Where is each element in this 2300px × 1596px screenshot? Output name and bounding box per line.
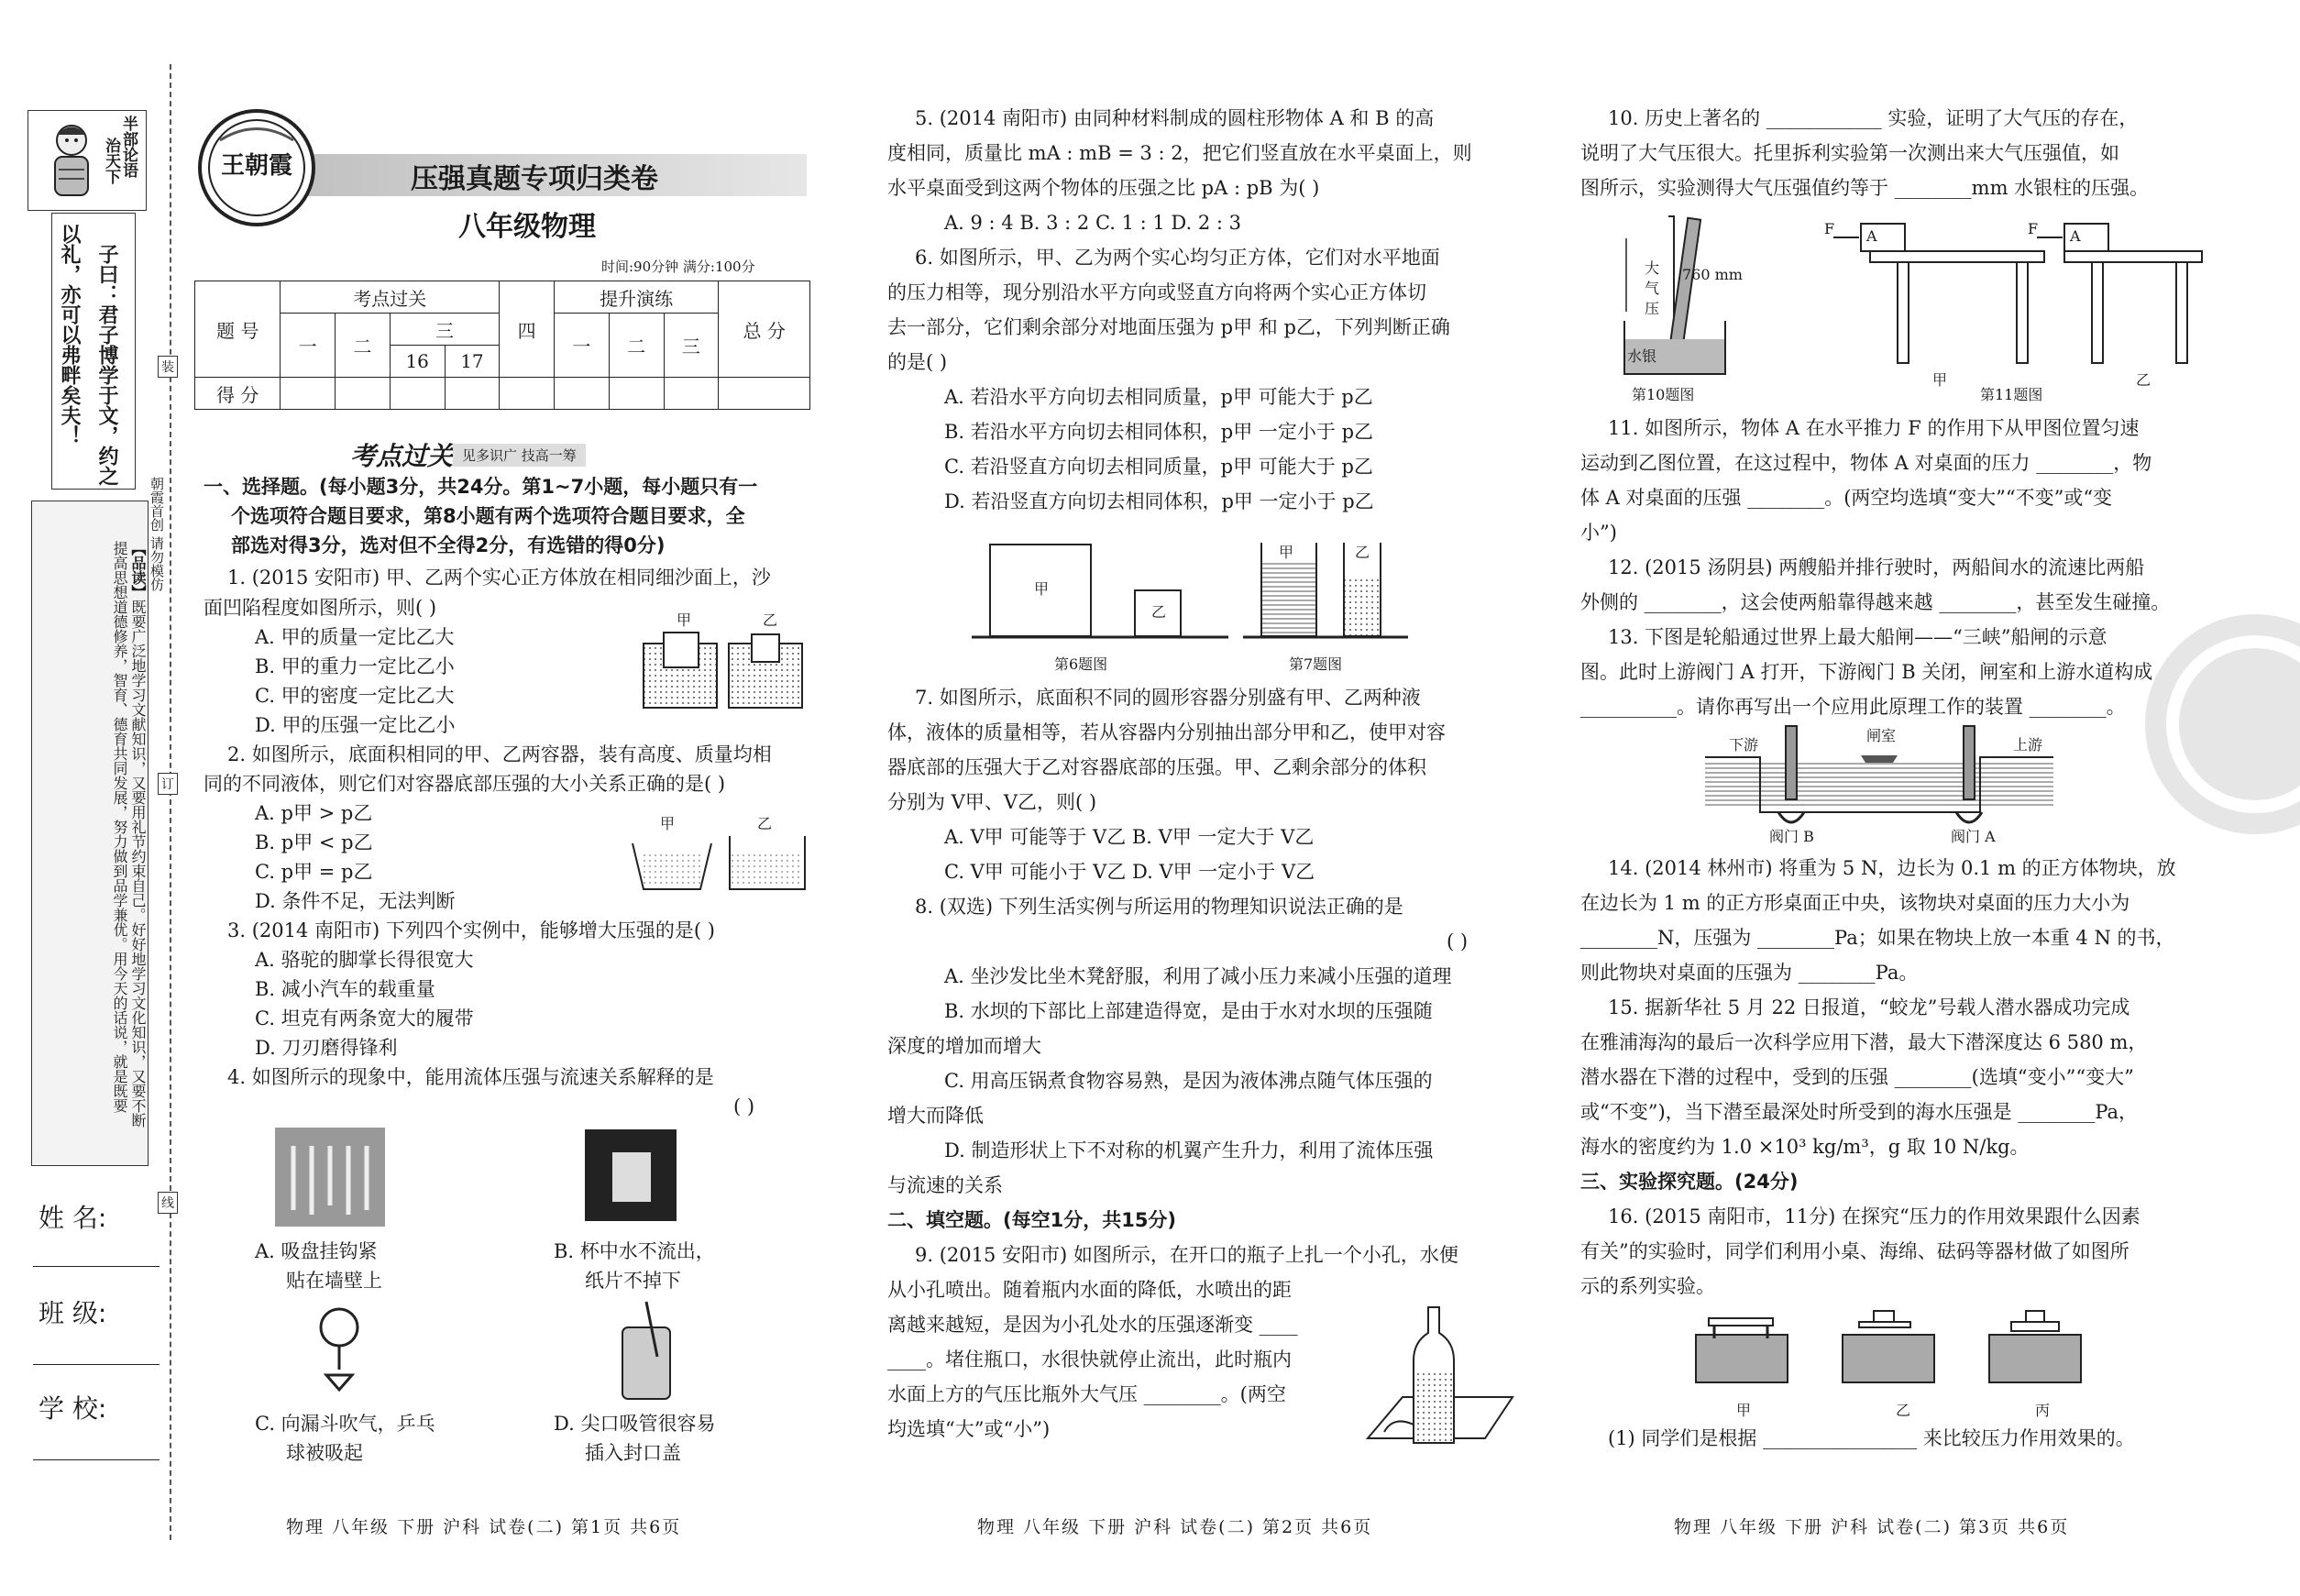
q1-label-yi: 乙: [763, 611, 778, 629]
motto-line-1: 半部论语: [119, 116, 138, 178]
q4-option-a-2: 贴在墙壁上: [286, 1270, 382, 1292]
score-total-label: 总 分: [719, 281, 810, 378]
score-group-2: 提升演练: [555, 281, 719, 314]
score-cell: [664, 378, 719, 410]
score-table-score-label: 得 分: [195, 378, 281, 410]
p2-l2-21: 均选填“大”或“小”): [887, 1418, 1051, 1440]
p3-l3-1: 在边长为 1 m 的正方形桌面正中央，该物块对桌面的压力大小为: [1580, 892, 2130, 914]
score-cell: [609, 378, 664, 410]
p1-line-11: A. p甲 > p乙: [255, 802, 373, 824]
p1-line-21: ( ): [733, 1095, 755, 1117]
score-sub-17: 17: [445, 346, 500, 378]
p3-l2-2: 体 A 对桌面的压强 ________。(两空均选填“变大”“不变”或“变: [1580, 487, 2113, 509]
p1-line-8: D. 甲的压强一定比乙小: [255, 714, 456, 736]
q2-figure: [631, 825, 814, 898]
score-cell: [719, 378, 810, 410]
p1-line-13: C. p甲 = p乙: [255, 861, 373, 883]
p1-line-1: 个选项符合题目要求，第8小题有两个选项符合题目要求，全: [231, 505, 745, 527]
q13-label-room: 闸室: [1866, 727, 1897, 744]
p3-l2-5: 外侧的 ________，这会使两船靠得越来越 ________，甚至发生碰撞。: [1580, 591, 2171, 613]
p2-line-10: C. 若沿竖直方向切去相同质量，p甲 可能大于 p乙: [944, 456, 1373, 478]
section-banner-slogan: 见多识广 技高一筹: [453, 444, 586, 467]
p3-l3-11: 有关”的实验时，同学们利用小桌、海绵、砝码等器材做了如图所: [1580, 1240, 2129, 1262]
p2-line-3: A. 9 : 4 B. 3 : 2 C. 1 : 1 D. 2 : 3: [944, 212, 1242, 234]
confucius-cartoon-icon: [37, 115, 110, 206]
p2-section-2: 二、填空题。(每空1分，共15分): [887, 1209, 1177, 1231]
motto-line-2: 治天下: [102, 138, 120, 184]
p1-footer: 物理 八年级 下册 沪科 试卷(二) 第1页 共6页: [286, 1517, 682, 1537]
p2-l2-18: 离越来越短，是因为小孔处水的压强逐渐变 ____: [887, 1314, 1298, 1336]
p2-line-1: 度相同，质量比 mA : mB = 3 : 2，把它们竖直放在水平桌面上，则: [887, 142, 1472, 164]
score-col-4: 四: [500, 281, 555, 378]
p3-line-0: 10. 历史上著名的 ____________ 实验，证明了大气压的存在，: [1608, 107, 2139, 129]
p2-line-4: 6. 如图所示，甲、乙为两个实心均匀正方体，它们对水平地面: [915, 247, 1440, 269]
seal-watermark: [2136, 587, 2300, 862]
q11-caption: 第11题图: [1980, 386, 2043, 403]
p3-section-3: 三、实验探究题。(24分): [1580, 1171, 1799, 1193]
q9-bottle-figure: [1366, 1305, 1513, 1452]
q11-a-label-2: A: [2070, 227, 2081, 245]
p1-line-9: 2. 如图所示，底面积相同的甲、乙两容器，装有高度、质量均相: [227, 743, 772, 765]
q4-option-b-2: 纸片不掉下: [585, 1270, 681, 1292]
school-field-label: 学 校:: [39, 1393, 107, 1424]
name-field-label: 姓 名:: [39, 1203, 107, 1233]
q2-label-yi: 乙: [757, 815, 773, 832]
p3-l3-5: 在雅浦海沟的最后一次科学应用下潜，最大下潜深度达 6 580 m，: [1580, 1031, 2148, 1053]
p2-l2-10: 深度的增加而增大: [887, 1035, 1041, 1057]
q11-label-jia: 甲: [1932, 371, 1948, 389]
q4-option-d-1: D. 尖口吸管很容易: [554, 1413, 716, 1435]
q10-caption: 第10题图: [1632, 386, 1695, 403]
p3-l2-3: 小”): [1580, 522, 1617, 544]
p1-line-14: D. 条件不足，无法判断: [255, 890, 456, 912]
p2-l2-17: 从小孔喷出。随着瓶内水面的降低，水喷出的距: [887, 1279, 1292, 1301]
class-field-line: [33, 1364, 160, 1365]
q10-mm-label: 760 mm: [1682, 266, 1743, 283]
quote-left: 以礼，亦可以弗畔矣夫！: [58, 224, 81, 446]
q10-air-3: 压: [1645, 300, 1660, 317]
q4-figure-d: [610, 1302, 683, 1403]
p3-l3-2: ________N，压强为 ________Pa；如果在物块上放一本重 4 N 的书，: [1580, 927, 2175, 949]
p2-line-11: D. 若沿竖直方向切去相同体积，p甲 一定小于 p乙: [944, 490, 1374, 512]
q4-figure-b: [585, 1129, 677, 1221]
q4-option-d-2: 插入封口盖: [585, 1442, 681, 1464]
q1-label-jia: 甲: [677, 611, 692, 629]
p1-line-7: C. 甲的密度一定比乙大: [255, 685, 455, 707]
q10-air-1: 大: [1645, 259, 1660, 277]
p2-line-5: 的压力相等，现分别沿水平方向或竖直方向将两个实心正方体切: [887, 281, 1426, 303]
q11-label-yi: 乙: [2136, 371, 2151, 389]
q7-label-jia: 甲: [1279, 544, 1294, 561]
p2-l2-7: ( ): [1447, 930, 1469, 952]
name-field-line: [33, 1266, 160, 1267]
score-col-7: 三: [664, 314, 719, 378]
p1-line-0: 一、选择题。(每小题3分，共24分。第1~7小题，每小题只有一: [204, 476, 758, 498]
p1-line-5: A. 甲的质量一定比乙大: [255, 626, 455, 648]
score-group-1: 考点过关: [281, 281, 500, 314]
cut-line: [170, 64, 171, 1540]
q13-label-down: 下游: [1729, 736, 1759, 754]
p2-line-6: 去一部分，它们剩余部分对地面压强为 p甲 和 p乙，下列判断正确: [887, 316, 1450, 338]
logo-text: 王朝霞: [220, 152, 292, 180]
p1-line-10: 同的不同液体，则它们对容器底部压强的大小关系正确的是( ): [204, 773, 726, 795]
cut-mark-1: 装: [158, 356, 178, 378]
p2-line-0: 5. (2014 南阳市) 由同种材料制成的圆柱形物体 A 和 B 的高: [915, 107, 1435, 129]
q13-label-valve-a: 阀门 A: [1951, 828, 1996, 845]
quote-right: 子曰：君子博学于文，约之: [95, 244, 118, 486]
score-sub-16: 16: [390, 346, 445, 378]
school-field-line: [33, 1459, 160, 1460]
p2-l2-13: D. 制造形状上下不对称的机翼产生升力，利用了流体压强: [944, 1139, 1434, 1161]
p1-line-20: 4. 如图所示的现象中，能用流体压强与流速关系解释的是: [227, 1066, 714, 1088]
q4-figure-a: [275, 1128, 385, 1227]
cut-note: 朝霞首创 请勿模仿: [149, 477, 165, 591]
p1-line-12: B. p甲 < p乙: [255, 831, 373, 853]
pindu-text: 既要广泛地学习文献知识，又要用礼节约束自己。好好地学习文化知识，又要不断提高思想道德修养，智育、德育共同发展，努力做到品学兼优。用今天的话说，就是既要: [111, 541, 147, 1128]
p2-l2-11: C. 用高压锅煮食物容易熟，是因为液体沸点随气体压强的: [944, 1070, 1433, 1092]
score-col-1: 一: [281, 314, 336, 378]
p3-l3-4: 15. 据新华社 5 月 22 日报道，“蛟龙”号载人潜水器成功完成: [1608, 996, 2130, 1018]
p1-line-2: 部选对得3分，选对但不全得2分，有选错的得0分): [231, 534, 666, 556]
pindu-label: 【品读】: [129, 541, 147, 600]
q10-hg-label: 水银: [1627, 347, 1657, 365]
q6-figure: [972, 541, 1228, 642]
time-info: 时间:90分钟 满分:100分: [601, 259, 755, 275]
q2-label-jia: 甲: [660, 815, 676, 832]
q7-caption: 第7题图: [1289, 655, 1343, 673]
p2-line-2: 水平桌面受到这两个物体的压强之比 pA : pB 为( ): [887, 177, 1320, 199]
p2-l2-9: B. 水坝的下部比上部建造得宽，是由于水对水坝的压强随: [944, 1000, 1433, 1022]
page-subtitle: 八年级物理: [458, 211, 596, 243]
section-banner-title: 考点过关: [350, 441, 454, 471]
class-field-label: 班 级:: [39, 1298, 107, 1328]
q7-figure: [1243, 539, 1417, 642]
p3-l2-0: 11. 如图所示，物体 A 在水平推力 F 的作用下从甲图位置匀速: [1608, 417, 2140, 439]
score-col-2: 二: [336, 314, 391, 378]
p1-line-3: 1. (2015 安阳市) 甲、乙两个实心正方体放在相同细沙面上，沙: [227, 567, 771, 589]
score-cell: [445, 378, 500, 410]
p2-l2-12: 增大而降低: [887, 1105, 984, 1127]
p2-l2-6: 8. (双选) 下列生活实例与所运用的物理知识说法正确的是: [915, 896, 1403, 918]
q4-option-c-2: 球被吸起: [286, 1442, 363, 1464]
p2-l2-3: 分别为 V甲、V乙，则( ): [887, 791, 1097, 813]
p1-line-16: A. 骆驼的脚掌长得很宽大: [255, 949, 474, 971]
p1-line-6: B. 甲的重力一定比乙小: [255, 655, 455, 677]
q11-f-label-1: F: [1824, 220, 1835, 237]
p2-l2-16: 9. (2015 安阳市) 如图所示，在开口的瓶子上扎一个小孔，水便: [915, 1244, 1458, 1266]
q11-f-label-2: F: [2028, 220, 2039, 237]
q16-figure: [1696, 1311, 2081, 1384]
p2-footer: 物理 八年级 下册 沪科 试卷(二) 第2页 共6页: [977, 1517, 1373, 1537]
score-cell: [281, 378, 336, 410]
q4-option-a-1: A. 吸盘挂钩紧: [255, 1240, 378, 1262]
score-cell: [500, 378, 555, 410]
p3-l2-7: 图。此时上游阀门 A 打开，下游阀门 B 关闭，闸室和上游水道构成: [1580, 661, 2153, 683]
p3-l3-12: 示的系列实验。: [1580, 1275, 1715, 1297]
p3-last-line: (1) 同学们是根据 ________________ 来比较压力作用效果的。: [1608, 1427, 2135, 1449]
p3-l3-0: 14. (2014 林州市) 将重为 5 N，边长为 0.1 m 的正方体物块，放: [1608, 857, 2176, 879]
p1-line-15: 3. (2014 南阳市) 下列四个实例中，能够增大压强的是( ): [227, 919, 715, 941]
q16-label-yi: 乙: [1896, 1402, 1911, 1419]
q6-caption: 第6题图: [1054, 655, 1108, 673]
p2-line-7: 的是( ): [887, 351, 948, 373]
p3-l3-10: 16. (2015 南阳市，11分) 在探究“压力的作用效果跟什么因素: [1608, 1205, 2140, 1227]
q11-figure: [1824, 220, 2209, 367]
q6-label-jia: 甲: [1034, 580, 1050, 598]
p2-l2-14: 与流速的关系: [887, 1174, 1003, 1196]
p3-l2-6: 13. 下图是轮船通过世界上最大船闸——“三峡”船闸的示意: [1608, 626, 2107, 648]
score-table-row-label: 题 号: [195, 281, 281, 378]
q7-label-yi: 乙: [1355, 544, 1370, 561]
score-col-3: 三: [390, 314, 500, 346]
q4-option-c-1: C. 向漏斗吹气，乒乓: [255, 1413, 435, 1435]
q4-figure-c: [303, 1302, 376, 1393]
cut-mark-2: 订: [158, 773, 178, 795]
p3-footer: 物理 八年级 下册 沪科 试卷(二) 第3页 共6页: [1674, 1517, 2070, 1537]
q11-a-label-1: A: [1866, 227, 1877, 245]
p3-l2-4: 12. (2015 汤阴县) 两艘船并排行驶时，两船间水的流速比两船: [1608, 556, 2145, 578]
p2-l2-1: 体，液体的质量相等，若从容器内分别抽出部分甲和乙，使甲对容: [887, 721, 1446, 743]
score-cell: [390, 378, 445, 410]
cut-mark-3: 线: [158, 1192, 178, 1214]
q16-label-bing: 丙: [2035, 1402, 2051, 1419]
p3-l3-8: 海水的密度约为 1.0 ×10³ kg/m³，g 取 10 N/kg。: [1580, 1136, 2030, 1158]
p2-l2-2: 器底部的压强大于乙对容器底部的压强。甲、乙剩余部分的体积: [887, 756, 1426, 778]
pindu-label-text: [110, 541, 147, 1137]
p3-l2-1: 运动到乙图位置，在这过程中，物体 A 对桌面的压力 ________，物: [1580, 452, 2152, 474]
q13-label-up: 上游: [2013, 736, 2043, 754]
p3-line-2: 图所示，实验测得大气压强值约等于 ________mm 水银柱的压强。: [1580, 177, 2150, 199]
score-col-5: 一: [555, 314, 610, 378]
score-cell: [555, 378, 610, 410]
score-col-6: 二: [609, 314, 664, 378]
p2-line-9: B. 若沿水平方向切去相同体积，p甲 一定小于 p乙: [944, 421, 1374, 443]
score-cell: [336, 378, 391, 410]
p3-l2-8: __________。请你再写出一个应用此原理工作的装置 ________。: [1580, 696, 2126, 718]
q1-figure: [642, 607, 807, 717]
page-title: 压强真题专项归类卷: [411, 163, 658, 195]
score-table: [194, 281, 810, 410]
p2-line-8: A. 若沿水平方向切去相同质量，p甲 可能大于 p乙: [944, 386, 1373, 408]
p1-line-18: C. 坦克有两条宽大的履带: [255, 1007, 474, 1029]
p3-l3-6: 潜水器在下潜的过程中，受到的压强 ________(选填“变小”“变大”: [1580, 1066, 2134, 1088]
p2-l2-4: A. V甲 可能等于 V乙 B. V甲 一定大于 V乙: [944, 826, 1315, 848]
q16-label-jia: 甲: [1736, 1402, 1752, 1419]
p1-line-4: 面凹陷程度如图所示，则( ): [204, 597, 437, 619]
p1-line-17: B. 减小汽车的载重量: [255, 978, 435, 1000]
p2-l2-5: C. V甲 可能小于 V乙 D. V甲 一定小于 V乙: [944, 861, 1315, 883]
q10-air-2: 气: [1645, 280, 1660, 297]
p3-l3-3: 则此物块对桌面的压强为 ________Pa。: [1580, 962, 1919, 984]
q4-option-b-1: B. 杯中水不流出，: [554, 1240, 715, 1262]
q13-label-valve-b: 阀门 B: [1769, 828, 1814, 845]
q6-label-yi: 乙: [1151, 603, 1167, 621]
p2-l2-0: 7. 如图所示，底面积不同的圆形容器分别盛有甲、乙两种液: [915, 687, 1421, 709]
p1-line-19: D. 刀刃磨得锋利: [255, 1037, 398, 1059]
p2-l2-19: ____。堵住瓶口，水很快就停止流出，此时瓶内: [887, 1348, 1292, 1370]
p3-l3-7: 或“不变”)，当下潜至最深处时所受到的海水压强是 ________Pa，: [1580, 1101, 2139, 1123]
p3-line-1: 说明了大气压很大。托里拆利实验第一次测出来大气压强值，如: [1580, 142, 2119, 164]
p2-l2-8: A. 坐沙发比坐木凳舒服，利用了减小压力来减小压强的道理: [944, 965, 1452, 987]
p2-l2-20: 水面上方的气压比瓶外大气压 ________。(两空: [887, 1383, 1286, 1405]
